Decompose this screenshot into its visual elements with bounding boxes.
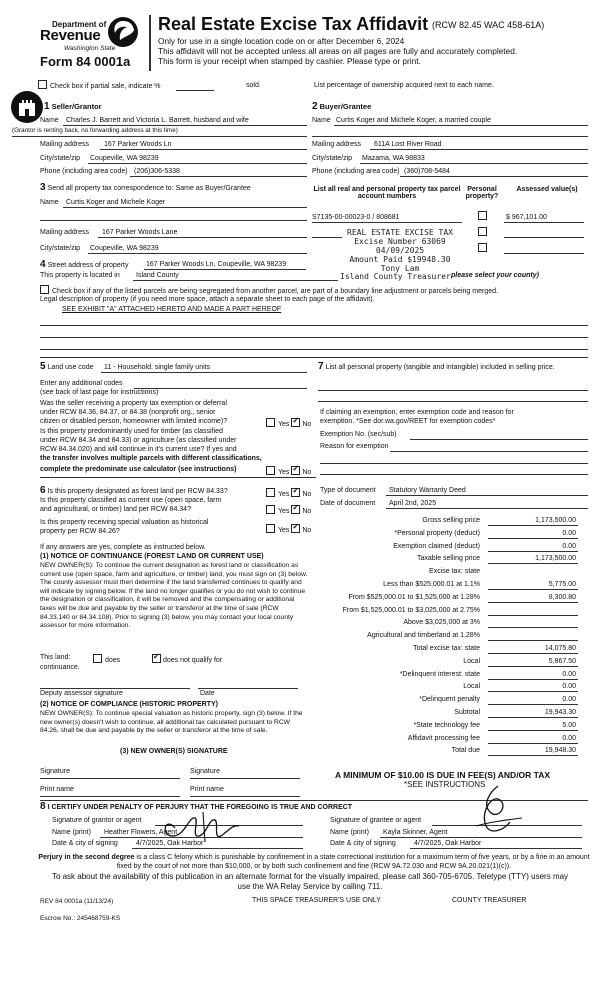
partial-sale-checkbox[interactable] <box>38 80 47 89</box>
does-option: does <box>93 654 120 664</box>
sold-label: sold. <box>246 82 261 89</box>
new-owner-signature-title: (3) NEW OWNER(S) SIGNATURE <box>120 748 228 755</box>
tax-row-value[interactable]: 0.00 <box>562 529 576 537</box>
tax-row-value[interactable]: 8,300.80 <box>548 593 576 601</box>
tax-row-rule <box>488 525 578 526</box>
seller-phone-label: Phone (including area code) <box>40 168 128 175</box>
grantee-signature-label: Signature of grantee or agent <box>330 817 422 824</box>
seller-note: (Grantor is renting back, no forwarding address at this time) <box>12 127 178 134</box>
buyer-mailing[interactable]: 611A Lost River Road <box>374 141 442 148</box>
grantor-signature-label: Signature of grantor or agent <box>52 817 142 824</box>
timber-question-l1: Is this property predominantly used for timber (as classified <box>40 428 223 435</box>
tax-row-value[interactable]: 5,867.50 <box>548 657 576 665</box>
tax-row-value[interactable]: 0.00 <box>562 542 576 550</box>
notice-compliance-title: (2) NOTICE OF COMPLIANCE (HISTORIC PROPERTY) <box>40 701 218 708</box>
seller-name[interactable]: Charles J. Barrett and Victoria L. Barrett, husband and wife <box>66 117 249 124</box>
forest-question: 6 Is this property designated as forest land per RCW 84.33? <box>40 485 228 496</box>
owner-print-label-2: Print name <box>190 786 224 793</box>
grantor-name[interactable]: Heather Flowers, Agent <box>104 829 178 836</box>
form-number: Form 84 0001a <box>40 54 131 69</box>
header-note-3: This form is your receipt when stamped by cashier. Please type or print. <box>158 56 421 66</box>
current-use-question-l1: Is this property classified as current use (open space, farm <box>40 497 222 504</box>
stamp-line-1: REAL ESTATE EXCISE TAX <box>347 228 453 237</box>
document-date[interactable]: April 2nd, 2025 <box>389 500 437 507</box>
revision-label: REV 84 0001a (11/13/24) <box>40 898 114 905</box>
taxpayer-city-label: City/state/zip <box>40 245 81 252</box>
stamp-line-2: Excise Number 63069 <box>354 237 446 246</box>
exemption-question-l1: Was the seller receiving a property tax exemption or deferral <box>40 400 227 407</box>
q1-no-checkbox[interactable] <box>291 418 300 427</box>
notice-continuance-text: NEW OWNER(S): To continue the current designation as forest land or classification as current use (open space, farm and agriculture, or timber) land, you must sign on (3) below. The county assessor must then determine if the land transferred continues to qualify and will indicate by signing below. If the land no longer qualifies or you do not wish to continue the designation or classification, it will be removed and the compensating or additional taxes will be due and payable by the seller or transferor at the time of sale (RCW 84.33.140 or 84.34.108). Prior to signing (3) below, you may contact your local county assessor for more information. <box>40 562 308 630</box>
county-treasurer-label: COUNTY TREASURER <box>452 897 527 904</box>
land-use-row: 5 Land use code <box>40 361 94 372</box>
state-label: Washington State <box>64 45 116 52</box>
tax-row-value[interactable]: 0.00 <box>562 670 576 678</box>
grantor-date-label: Date & city of signing <box>52 840 118 847</box>
buyer-heading: 2 Buyer/Grantee <box>312 101 372 112</box>
seller-mailing-label: Mailing address <box>40 141 90 148</box>
tax-row-value[interactable]: 0.00 <box>562 683 576 691</box>
tax-row-label: *State technology fee <box>413 721 480 729</box>
see-back-note: (see back of last page for instructions) <box>40 389 159 396</box>
timber-question-l2: under RCW 84.34 and 84.33) or agriculture (as classified under <box>40 437 237 444</box>
perjury-notice: Perjury in the second degree is a class C felony which is punishable by confinement in a state correctional institution for a maximum term of five years, or by a fine in an amount fixed by the court of not more than $10,000, or by both such confinement and fine (RCW 9A.72.030 and RCW 9A.20.021(1)(c)). <box>38 854 590 870</box>
timber-question-l4: the transfer involves multiple parcels with different classifications, <box>40 455 262 462</box>
percentage-note: List percentage of ownership acquired next to each name. <box>314 82 494 89</box>
tax-row-label: Excise tax: state <box>429 568 480 576</box>
tax-row-label: Agricultural and timberland at 1.28% <box>367 632 480 640</box>
tax-row-label: *Delinquent interest: state <box>399 670 480 678</box>
county-value[interactable]: Island County <box>136 272 179 279</box>
tax-row-value[interactable]: 0.00 <box>562 734 576 742</box>
exemption-reason-label: Reason for exemption <box>320 443 389 450</box>
seller-mailing[interactable]: 167 Parker Woods Ln <box>104 141 172 148</box>
tax-row-rule <box>488 743 578 744</box>
located-label: This property is located in <box>40 272 120 279</box>
grantor-name-label: Name (print) <box>52 829 91 836</box>
exemption-number-label: Exemption No. (sec/sub) <box>320 431 397 438</box>
q2-no-checkbox[interactable] <box>291 466 300 475</box>
forest-q3-answer: Yes ✓ No <box>266 524 311 534</box>
property-address[interactable]: 167 Parker Woods Ln, Coupeville, WA 98239 <box>146 261 287 268</box>
tax-row-label: Subtotal <box>454 709 480 716</box>
grantee-name-label: Name (print) <box>330 829 369 836</box>
notice-continuance-title: (1) NOTICE OF CONTINUANCE (FOREST LAND OR CURRENT USE) <box>40 553 264 560</box>
grantee-signature-mark <box>468 782 528 838</box>
tax-row-rule <box>488 602 578 603</box>
minimum-fee-note: A MINIMUM OF $10.00 IS DUE IN FEE(S) AND/OR TAX <box>335 770 551 780</box>
tax-row-label: *Delinquent penalty <box>419 696 480 704</box>
stamp-line-4: Amount Paid $19948.30 <box>349 255 451 264</box>
tax-row-value[interactable]: 14,075.80 <box>544 645 576 652</box>
forest-q1-yes-checkbox[interactable] <box>266 488 275 497</box>
revenue-wordmark: Revenue <box>40 27 101 44</box>
buyer-mailing-label: Mailing address <box>312 141 362 148</box>
personal-property-checkbox-3[interactable] <box>478 243 487 252</box>
tax-row-rule <box>488 627 578 628</box>
buyer-phone[interactable]: (360)708-5484 <box>404 168 450 175</box>
taxpayer-name[interactable]: Curtis Koger and Michele Koger <box>66 199 166 206</box>
this-land-label: This land: <box>40 654 71 661</box>
partial-sale-row <box>38 80 161 90</box>
exemption-question-l2: under RCW 84.36, 84.37, or 84.38 (nonprofit org., senior <box>40 409 216 416</box>
county-note: please select your county) <box>451 272 539 279</box>
tax-row-rule <box>488 730 578 731</box>
tax-row-rule <box>488 653 578 654</box>
tax-row-rule <box>488 640 578 641</box>
tax-row-rule <box>488 717 578 718</box>
tax-row-rule <box>488 551 578 552</box>
seller-phone[interactable]: (206)306-5338 <box>134 168 180 175</box>
tax-row-rule <box>488 679 578 680</box>
form-title: Real Estate Excise Tax Affidavit <box>158 14 429 34</box>
does-not-checkbox[interactable] <box>152 654 161 663</box>
statute-ref: (RCW 82.45 WAC 458-61A) <box>432 20 545 30</box>
forest-q1-no-checkbox[interactable] <box>291 488 300 497</box>
seller-city-label: City/state/zip <box>40 155 81 162</box>
tax-row-label: Above $3,025,000 at 3% <box>403 619 480 627</box>
exemption-claim-l2: exemption. *See dor.wa.gov/REET for exemption codes* <box>320 418 496 425</box>
tax-row-rule <box>488 704 578 705</box>
additional-codes-label: Enter any additional codes <box>40 380 123 387</box>
current-use-question-l2: and agricultural, or timber) land per RCW 84.34? <box>40 506 191 513</box>
owner-signature-label-1: Signature <box>40 768 70 775</box>
grantee-date[interactable]: 4/7/2025, Oak Harbor <box>414 840 482 847</box>
seller-heading: 1 Seller/Grantor <box>44 101 102 112</box>
tax-row-label: Exemption claimed (deduct) <box>393 542 480 550</box>
forest-q3-yes-checkbox[interactable] <box>266 524 275 533</box>
stamp-line-3: 04/09/2025 <box>375 246 425 255</box>
excise-stamp <box>335 228 465 273</box>
tax-row-value[interactable]: 5,775.00 <box>548 581 576 588</box>
tax-row-rule <box>488 755 578 756</box>
taxpayer-mailing-label: Mailing address <box>40 229 90 236</box>
tax-row-label: Local <box>463 657 480 665</box>
tax-row-label: Gross selling price <box>422 517 480 524</box>
personal-property-header: Personal property? <box>465 186 499 200</box>
tax-row-label: Total due <box>451 747 480 755</box>
personal-property-checkbox-2[interactable] <box>478 227 487 236</box>
forest-q2-answer: Yes ✓ No <box>266 505 311 515</box>
segregated-checkbox[interactable] <box>40 285 49 294</box>
does-checkbox[interactable] <box>93 654 102 663</box>
taxpayer-heading: 3 Send all property tax correspondence to: Same as Buyer/Grantee <box>40 182 251 193</box>
forest-q1-answer: Yes ✓ No <box>266 488 311 498</box>
accessibility-notice: To ask about the availability of this publication in an alternate format for the visually impaired, please call 360-705-6705. Teletype (TTY) users may use the WA Relay Service by calling 711. <box>51 872 569 891</box>
if-yes-note: If any answers are yes, complete as instructed below. <box>40 544 206 551</box>
forest-q2-no-checkbox[interactable] <box>291 505 300 514</box>
legal-description[interactable]: SEE EXHIBIT "A" ATTACHED HERETO AND MADE A PART HEREOF <box>62 306 282 313</box>
tax-row-label: Affidavit processing fee <box>407 734 480 742</box>
notice-compliance-text: NEW OWNER(S): To continue special valuation as historic property, sign (3) below. If the new owner(s) doesn't wish to continue, all additional tax calculated pursuant to RCW 84.26, shall be due and payable by the seller or transferor at the time of sale. <box>40 710 303 735</box>
assessed-value[interactable]: $ 967,101.00 <box>506 214 547 221</box>
does-not-option: ✓ does not qualify for <box>152 654 222 664</box>
buyer-city[interactable]: Mazama, WA 98833 <box>362 155 425 162</box>
tax-row-label: Taxable selling price <box>416 555 480 563</box>
stamp-line-6: Island County Treasurer <box>340 272 451 281</box>
exemption-claim-l1: If claiming an exemption, enter exemption code and reason for <box>320 409 514 416</box>
segregated-row: Check box if any of the listed parcels are being segregated from another parcel, are part of a boundary line adjustment or parcels being merged. <box>40 285 498 295</box>
certify-heading: 8 I CERTIFY UNDER PENALTY OF PERJURY THAT THE FOREGOING IS TRUE AND CORRECT <box>40 801 353 812</box>
escrow-number: Escrow No.: 245468759-KS <box>40 915 121 922</box>
buyer-name[interactable]: Curtis Koger and Michele Koger, a married couple <box>336 117 491 124</box>
owner-print-label-1: Print name <box>40 786 74 793</box>
stamp-line-5: Tony Lam <box>380 264 420 273</box>
tax-row-rule <box>488 563 578 564</box>
tax-row-label: From $1,525,000.01 to $3,025,000 at 2.75% <box>342 606 480 614</box>
q2-answer: Yes ✓ No <box>266 466 311 476</box>
tax-row-label: Less than $525,000.01 at 1.1% <box>383 581 480 588</box>
parcel-column-header: List all real and personal property tax parcel account numbers <box>313 186 461 200</box>
grantee-date-label: Date & city of signing <box>330 840 396 847</box>
q2-yes-checkbox[interactable] <box>266 466 275 475</box>
deputy-signature-label: Deputy assessor signature <box>40 690 123 697</box>
grantor-date[interactable]: 4/7/2025, Oak Harbor <box>136 840 204 847</box>
taxpayer-name-label: Name <box>40 199 59 206</box>
owner-signature-label-2: Signature <box>190 768 220 775</box>
taxpayer-mailing[interactable]: 167 Parker Woods Lane <box>102 229 178 236</box>
tax-row-rule <box>488 666 578 667</box>
historic-question-l2: property per RCW 84.26? <box>40 528 120 535</box>
document-type-label: Type of document <box>320 487 376 494</box>
header-note-1: Only for use in a single location code on or after December 6, 2024 <box>158 36 405 46</box>
seller-name-label: Name <box>40 117 59 124</box>
tax-row-value[interactable]: 5.00 <box>562 721 576 729</box>
tax-row-rule <box>488 589 578 590</box>
tax-row-value[interactable]: 0.00 <box>562 696 576 704</box>
buyer-phone-label: Phone (including area code) <box>312 168 400 175</box>
forest-q2-yes-checkbox[interactable] <box>266 505 275 514</box>
buyer-name-label: Name <box>312 117 331 124</box>
deputy-date-label: Date <box>200 690 215 697</box>
see-instructions-note: *SEE INSTRUCTIONS <box>404 780 486 789</box>
exemption-question-l3: citizen or disabled person, homeowner with limited income)? <box>40 418 228 425</box>
tax-row-label: Local <box>463 683 480 691</box>
document-date-label: Date of document <box>320 500 376 507</box>
buyer-city-label: City/state/zip <box>312 155 353 162</box>
partial-sale-label: Check box if partial sale, indicate % <box>50 83 161 90</box>
tax-row-value[interactable]: 1,173,500.00 <box>535 517 576 524</box>
tax-row-label: From $525,000.01 to $1,525,000 at 1.28% <box>348 593 480 601</box>
castle-stamp-icon <box>10 90 44 124</box>
treasurer-space-label: THIS SPACE TREASURER'S USE ONLY <box>252 897 381 904</box>
tax-row-label: Total excise tax: state <box>413 645 480 652</box>
timber-question-l3: RCW 84.34.020) and will continue in it's current use? If yes and <box>40 446 237 453</box>
legal-description-label: Legal description of property (if you need more space, attach a separate sheet to each page of the affidavit). <box>40 296 375 303</box>
q1-answer: Yes ✓ No <box>266 418 311 428</box>
personal-property-label: 7 List all personal property (tangible and intangible) included in selling price. <box>318 361 555 372</box>
header-note-2: This affidavit will not be accepted unless all areas on all pages are fully and accurately completed. <box>158 46 518 56</box>
parcel-number[interactable]: S7135-00-00023-0 / 808681 <box>312 214 400 221</box>
tax-row-rule <box>488 691 578 692</box>
document-type[interactable]: Statutory Warranty Deed <box>389 487 466 494</box>
timber-question-l5: complete the predominate use calculator (see instructions) <box>40 466 237 473</box>
assessed-value-header: Assessed value(s) <box>516 186 578 193</box>
personal-property-checkbox-1[interactable] <box>478 211 487 220</box>
tax-row-value[interactable]: 19,948.30 <box>544 747 576 755</box>
grantee-name[interactable]: Kayla Skinner, Agent <box>383 829 448 836</box>
q1-yes-checkbox[interactable] <box>266 418 275 427</box>
tax-row-value[interactable]: 1,173,500.00 <box>535 555 576 563</box>
seller-city[interactable]: Coupeville, WA 98239 <box>90 155 159 162</box>
taxpayer-city[interactable]: Coupeville, WA 98239 <box>90 245 159 252</box>
tax-row-rule <box>488 538 578 539</box>
continuance-label: continuance. <box>40 664 80 671</box>
street-address-row: 4 Street address of property <box>40 259 129 270</box>
historic-question-l1: Is this property receiving special valuation as historical <box>40 519 209 526</box>
dept-label: Department of <box>52 20 107 29</box>
revenue-logo-icon <box>107 16 139 48</box>
tax-row-value[interactable]: 19,943.30 <box>544 709 576 716</box>
tax-row-label: *Personal property (deduct) <box>394 529 480 537</box>
tax-row-rule <box>488 615 578 616</box>
land-use-code[interactable]: 11 - Household, single family units <box>104 364 211 371</box>
